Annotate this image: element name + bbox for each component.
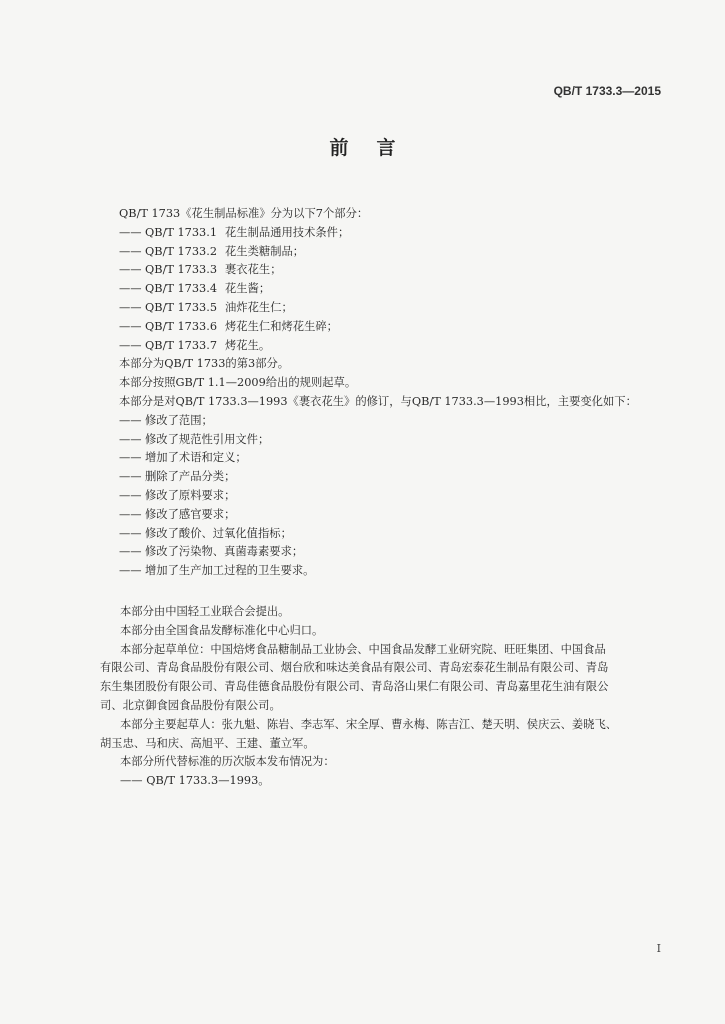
change-item <box>119 487 665 506</box>
part-title: 花生类糖制品； <box>225 244 305 258</box>
change-dash: —— <box>119 451 142 465</box>
part-code: QB/T 1733.6 <box>145 319 218 333</box>
drafting-units <box>100 641 665 716</box>
change-item <box>119 412 665 431</box>
change-dash: —— <box>119 526 142 540</box>
parts-list <box>119 224 665 356</box>
change-item <box>119 431 665 450</box>
part-title: 烤花生仁和烤花生碎； <box>225 319 338 333</box>
part-item <box>119 337 665 356</box>
part-title: 裹衣花生； <box>225 263 282 277</box>
change-text: 修改了酸价、过氧化值指标； <box>145 526 292 540</box>
change-item <box>119 525 665 544</box>
part-item <box>119 243 665 262</box>
changes-list <box>119 412 665 581</box>
change-text: 修改了规范性引用文件； <box>145 432 270 446</box>
part-dash: —— <box>119 225 142 239</box>
part-dash: —— <box>119 338 142 352</box>
foreword-body <box>119 205 665 581</box>
statement-part: 本部分为QB/T 1733的第3部分。 <box>119 357 290 371</box>
drafting-units-line: 东生集团股份有限公司、青岛佳德食品股份有限公司、青岛洛山果仁有限公司、青岛嘉里花生油有限公 <box>100 680 609 694</box>
part-dash: —— <box>119 300 142 314</box>
change-dash: —— <box>119 488 142 502</box>
change-item <box>119 543 665 562</box>
change-dash: —— <box>119 545 142 559</box>
change-dash: —— <box>119 413 142 427</box>
foreword-body-continued <box>100 603 665 791</box>
history-item <box>100 772 665 791</box>
drafters-line: 本部分主要起草人：张九魁、陈岩、李志军、宋全厚、曹永梅、陈吉江、楚天明、侯庆云、姜晓飞、 <box>120 717 618 731</box>
part-code: QB/T 1733.1 <box>145 225 218 239</box>
change-text: 修改了感官要求； <box>145 507 236 521</box>
change-dash: —— <box>119 564 142 578</box>
part-code: QB/T 1733.5 <box>145 300 218 314</box>
managed-by: 本部分由全国食品发酵标准化中心归口。 <box>120 623 324 637</box>
part-dash: —— <box>119 263 142 277</box>
part-dash: —— <box>119 319 142 333</box>
part-title: 油炸花生仁； <box>225 300 293 314</box>
proposed-by: 本部分由中国轻工业联合会提出。 <box>120 605 290 618</box>
drafters <box>100 716 665 754</box>
change-dash: —— <box>119 470 142 484</box>
part-dash: —— <box>119 282 142 296</box>
part-code: QB/T 1733.4 <box>145 282 218 296</box>
drafters-line: 胡玉忠、马和庆、高旭平、王建、董立军。 <box>100 736 315 750</box>
part-code: QB/T 1733.7 <box>145 338 218 352</box>
change-item <box>119 468 665 487</box>
part-item <box>119 224 665 243</box>
part-title: 花生制品通用技术条件； <box>225 225 350 239</box>
drafting-units-line: 本部分起草单位：中国焙烤食品糖制品工业协会、中国食品发酵工业研究院、旺旺集团、中国食品 <box>120 642 606 656</box>
part-item <box>119 318 665 337</box>
change-dash: —— <box>119 507 142 521</box>
drafting-units-line: 司、北京御食园食品股份有限公司。 <box>100 698 281 712</box>
document-code: QB/T 1733.3—2015 <box>553 84 661 98</box>
part-code: QB/T 1733.2 <box>145 244 218 258</box>
drafting-units-line: 有限公司、青岛食品股份有限公司、烟台欣和味达美食品有限公司、青岛宏泰花生制品有限公司、青岛 <box>100 661 609 675</box>
history-dash: —— <box>120 774 143 788</box>
history-intro: 本部分所代替标准的历次版本发布情况为： <box>120 755 335 769</box>
change-text: 增加了生产加工过程的卫生要求。 <box>145 564 315 578</box>
part-item <box>119 280 665 299</box>
change-item <box>119 449 665 468</box>
section-heading: 前言 <box>329 137 424 159</box>
part-item <box>119 299 665 318</box>
change-text: 修改了原料要求； <box>145 488 236 502</box>
change-item <box>119 506 665 525</box>
change-text: 修改了范围； <box>145 413 213 427</box>
change-text: 修改了污染物、真菌毒素要求； <box>145 545 304 559</box>
part-code: QB/T 1733.3 <box>145 263 218 277</box>
change-text: 删除了产品分类； <box>145 470 236 484</box>
part-title: 烤花生。 <box>225 338 271 352</box>
change-text: 增加了术语和定义； <box>145 451 247 465</box>
part-dash: —— <box>119 244 142 258</box>
statement-revision: 本部分是对QB/T 1733.3—1993《裹衣花生》的修订，与QB/T 1733.3—1993相比，主要变化如下： <box>119 394 637 408</box>
part-item <box>119 261 665 280</box>
page-number: I <box>656 942 661 955</box>
part-title: 花生酱； <box>225 282 271 296</box>
change-dash: —— <box>119 432 142 446</box>
change-item <box>119 562 665 581</box>
history-item-text: QB/T 1733.3—1993。 <box>146 774 270 788</box>
statement-rules: 本部分按照GB/T 1.1—2009给出的规则起草。 <box>119 376 357 390</box>
intro-line: QB/T 1733《花生制品标准》分为以下7个部分： <box>119 207 369 220</box>
